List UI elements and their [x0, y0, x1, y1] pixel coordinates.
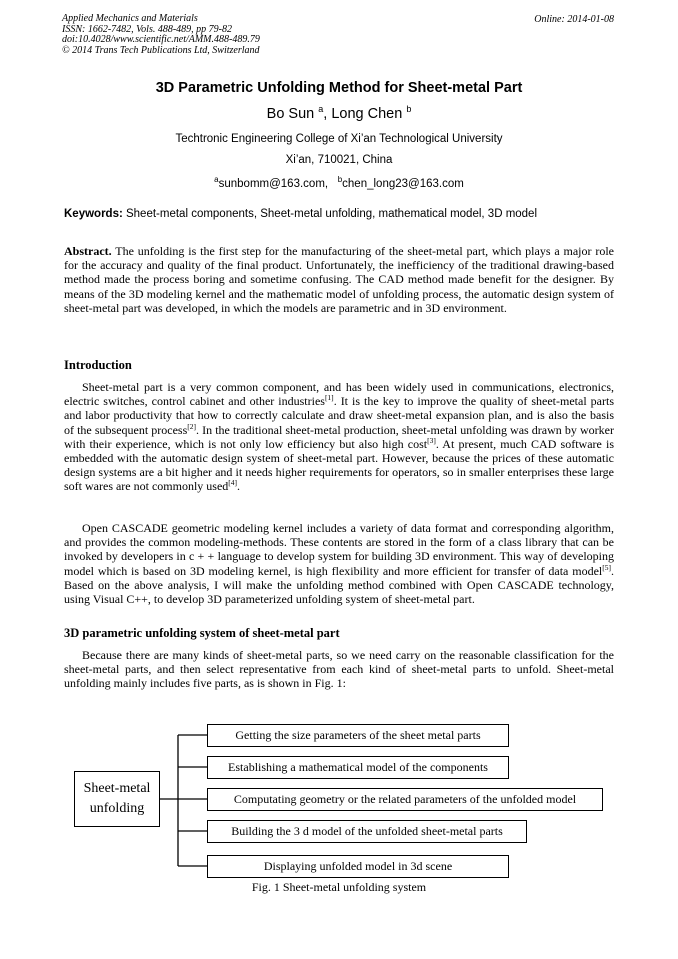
- journal-header: [62, 14, 260, 56]
- step-box-3: Computating geometry or the related parameters of the unfolded model: [207, 788, 603, 811]
- doi-line: doi:10.4028/www.scientific.net/AMM.488-489.79: [62, 34, 260, 45]
- issn-line: ISSN: 1662-7482, Vols. 488-489, pp 79-82: [62, 23, 232, 35]
- section2-paragraph-1: Because there are many kinds of sheet-metal parts, so we need carry on the reasonable classification for the sheet-metal parts, and then select representative from each kind of sheet-metal parts to unfold. Sheet-metal unfolding mainly includes five parts, as is shown in Fig. 1:: [64, 648, 614, 691]
- paper-title: 3D Parametric Unfolding Method for Sheet-metal Part: [155, 80, 523, 96]
- intro-p1-text-e: .: [237, 479, 241, 494]
- main-box-line-2: unfolding: [89, 801, 145, 816]
- intro-p1-text-c: . In the traditional sheet-metal production, sheet-metal unfolding was drawn by worker with their experience, which is not only low efficiency but also high cost: [64, 422, 614, 451]
- copyright-line: © 2014 Trans Tech Publications Ltd, Switzerland: [62, 44, 260, 56]
- email-b: chen_long23@163.com: [342, 177, 464, 190]
- affiliation-line-1: Techtronic Engineering College of Xi’an Technological University: [175, 133, 503, 145]
- author-2-marker: b: [406, 104, 412, 114]
- abstract: [64, 244, 614, 315]
- citation-4: [4]: [228, 478, 238, 488]
- intro-p2-text-a: Open CASCADE geometric modeling kernel includes a variety of data format and corresponding algorithm, and provides the common modeling-methods. These contents are stored in the form of a class library that can be invoked by developers in c + + language to develop system for building 3D environment. This way of developing model which is based on 3D modeling kernel, is high flexibility and more efficient for transfer of data model: [64, 521, 614, 578]
- emails: [0, 175, 678, 190]
- step-box-5: Displaying unfolded model in 3d scene: [207, 855, 509, 878]
- abstract-label: Abstract.: [64, 244, 112, 258]
- email-b-marker: b: [337, 175, 343, 184]
- email-a-marker: a: [214, 175, 219, 184]
- abstract-text: The unfolding is the first step for the manufacturing of the sheet-metal part, which plays a major role for the accuracy and quality of the final product. Unfortunately, the inefficiency of the traditional drawing-based method made the process boring and sometime confusing. The CAD method made benefit for the designer. By means of the 3D modeling kernel and the mathematic model of unfolding process, the automatic design system of sheet-metal part was developed, in which the models are parametric and in 3D environment.: [64, 244, 614, 315]
- author-1: Bo Sun: [266, 105, 315, 122]
- online-date: Online: 2014-01-08: [534, 14, 614, 25]
- intro-p2-text-b: . Based on the above analysis, I will make the unfolding method combined with Open CASCADE technology, using Visual C++, to develop 3D parameterized unfolding system of sheet-metal part.: [64, 563, 614, 607]
- keywords-text: Sheet-metal components, Sheet-metal unfolding, mathematical model, 3D model: [122, 208, 538, 220]
- author-1-marker: a: [318, 104, 324, 114]
- journal-name: Applied Mechanics and Materials: [62, 13, 198, 24]
- intro-p1-text-b: . It is the key to improve the quality of sheet-metal parts and labor productivity that how to correctly calculate and draw sheet-metal expansion plan, and is also the basis of the subsequent process: [64, 394, 614, 437]
- step-box-2: Establishing a mathematical model of the components: [207, 756, 509, 779]
- step-box-1: Getting the size parameters of the sheet metal parts: [207, 724, 509, 747]
- intro-p1-text-a: Sheet-metal part is a very common component, and has been widely used in communications, electronics, electric switches, control cabinet and other industries: [64, 380, 614, 409]
- citation-1: [1]: [324, 393, 334, 403]
- sheet-metal-unfolding-box: [74, 771, 160, 827]
- citation-2: [2]: [187, 421, 197, 431]
- citation-5: [5]: [602, 562, 611, 572]
- section-heading-unfolding-system: 3D parametric unfolding system of sheet-metal part: [64, 626, 340, 640]
- affiliation-line-2: Xi’an, 710021, China: [285, 154, 393, 166]
- section-heading-introduction: Introduction: [64, 358, 132, 372]
- citation-3: [3]: [427, 435, 436, 445]
- authors: [0, 104, 678, 122]
- keywords: [64, 208, 624, 220]
- intro-p1-text-d: . At present, much CAD software is embedded with the automatic design system of sheet-metal part. However, because the prices of these automatic design systems are a bit higher and it needs higher requirements for operators, so in smaller enterprises these large soft wares are not commonly used: [64, 436, 614, 494]
- keywords-label: Keywords:: [64, 208, 123, 220]
- step-box-4: Building the 3 d model of the unfolded sheet-metal parts: [207, 820, 527, 843]
- author-2: , Long Chen: [323, 105, 403, 122]
- figure-caption: Fig. 1 Sheet-metal unfolding system: [251, 880, 427, 894]
- intro-paragraph-1: [64, 380, 614, 494]
- intro-paragraph-2: [64, 521, 614, 606]
- email-a: sunbomm@163.com,: [218, 177, 329, 190]
- main-box-line-1: Sheet-metal: [83, 781, 151, 796]
